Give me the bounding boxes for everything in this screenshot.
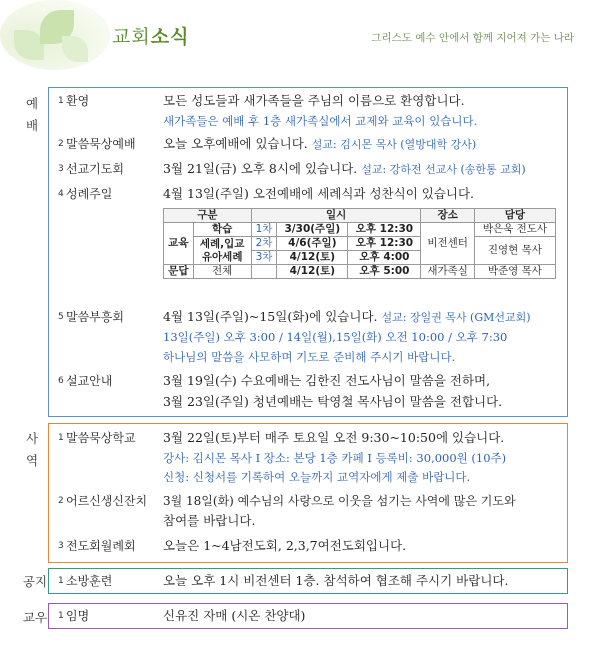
table-cell: 4/6(주일) [277, 237, 348, 251]
item-text: 3월 21일(금) 오후 8시에 있습니다. 설교: 강하전 선교사 (송한통 교회) [163, 161, 526, 176]
item-number: 2 [58, 139, 64, 149]
item-heading: 환영 [66, 94, 90, 108]
table-cell: 비전센터 [421, 223, 474, 265]
table-header: 일시 [251, 209, 421, 223]
item-number: 1 [58, 433, 64, 443]
table-cell: 진영현 목사 [474, 237, 555, 265]
table-cell: 오후 4:00 [348, 251, 421, 265]
item-heading: 전도회월례회 [66, 539, 136, 553]
item-text: 3월 22일(토)부터 매주 토요일 오전 9:30~10:50에 있습니다. [163, 430, 505, 445]
table-cell: 박은욱 전도사 [474, 223, 555, 237]
table-cell: 오후 12:30 [348, 223, 421, 237]
table-cell: 학습 [193, 223, 251, 237]
page-subtitle: 그리스도 예수 안에서 함께 지어져 가는 나라 [371, 32, 574, 44]
item-heading: 설교안내 [66, 374, 113, 388]
item-text: 4월 13일(주일) 오전예배에 세례식과 성찬식이 있습니다. [163, 186, 475, 201]
item-heading: 말씀묵상학교 [66, 431, 136, 445]
table-cell: 2차 [251, 237, 277, 251]
item-heading: 임명 [66, 609, 90, 623]
item-text: 하나님의 말씀을 사모하며 기도로 준비해 주시기 바랍니다. [163, 350, 456, 364]
table-cell: 교육 [164, 223, 194, 265]
table-cell [251, 265, 277, 279]
item-text: 오늘은 1~4남전도회, 2,3,7여전도회입니다. [163, 538, 407, 553]
table-cell: 3/30(주일) [277, 223, 348, 237]
item-text: 3월 18일(화) 예수님의 사랑으로 이웃을 섬기는 사역에 많은 기도와 [163, 494, 516, 508]
page-title: 교회소식 [112, 26, 190, 48]
item-text: 신청: 신청서를 기록하여 오늘까지 교역자에게 제출 바랍니다. [163, 470, 471, 484]
section-label-teacher: 교우 [22, 610, 48, 625]
item-number: 1 [58, 96, 64, 106]
item-number: 3 [58, 541, 64, 551]
item-number: 3 [58, 164, 64, 174]
table-cell: 세례,입교 유아세례 [193, 237, 251, 265]
item-heading: 성례주일 [66, 187, 113, 201]
item-number: 4 [58, 189, 64, 199]
item-text: 강사: 김시몬 목사 I 장소: 본당 1층 카페 I 등록비: 30,000원 (10주) [163, 451, 507, 465]
table-header: 장소 [421, 209, 474, 223]
header [0, 0, 594, 70]
teacher-box [48, 603, 568, 629]
item-text: 13일(주일) 오후 3:00 / 14일(월),15일(화) 오전 10:00 / 오후 7:30 [163, 330, 508, 344]
item-heading: 말씀부흥회 [66, 310, 124, 324]
table-cell: 오후 12:30 [348, 237, 421, 251]
item-number: 2 [58, 496, 64, 506]
item-number: 5 [58, 312, 64, 322]
section-label-notice: 공지 [22, 574, 48, 589]
item-text: 신유진 자매 (시온 찬양대) [163, 608, 306, 623]
item-heading: 어르신생신잔치 [66, 494, 148, 508]
item-number: 1 [58, 611, 64, 621]
table-cell: 4/12(토) [277, 251, 348, 265]
item-heading: 말씀묵상예배 [66, 137, 136, 151]
table-cell: 박준영 목사 [474, 265, 555, 279]
table-cell: 문답 [164, 265, 194, 279]
item-text: 3월 19일(수) 수요예배는 김한진 전도사님이 말씀을 전하며, [163, 373, 491, 388]
sacrament-schedule-table [163, 208, 556, 279]
item-text: 3월 23일(주일) 청년예배는 탁영철 목사님이 말씀을 전합니다. [163, 394, 503, 409]
item-heading: 소방훈련 [66, 574, 113, 588]
table-header: 담당 [474, 209, 555, 223]
table-header: 구분 [164, 209, 252, 223]
item-text: 오늘 오후 1시 비전센터 1층. 참석하여 협조해 주시기 바랍니다. [163, 573, 509, 588]
section-label-ministry: 사역 [25, 431, 39, 468]
item-number: 1 [58, 576, 64, 586]
item-text: 오늘 오후예배에 있습니다. 설교: 김시몬 목사 (열방대학 강사) [163, 136, 477, 151]
table-cell: 전체 [193, 265, 251, 279]
item-text: 4월 13일(주일)~15일(화)에 있습니다. 설교: 장일권 목사 (GM선교회) [163, 309, 531, 324]
item-text: 새가족들은 예배 후 1층 새가족실에서 교제와 교육이 있습니다. [163, 114, 478, 128]
item-heading: 선교기도회 [66, 162, 124, 176]
table-cell: 1차 [251, 223, 277, 237]
table-cell: 오후 5:00 [348, 265, 421, 279]
item-text: 모든 성도들과 새가족들을 주님의 이름으로 환영합니다. [163, 93, 465, 108]
table-cell: 3차 [251, 251, 277, 265]
item-number: 6 [58, 376, 64, 386]
item-text: 참여를 바랍니다. [163, 513, 256, 528]
section-label-worship: 예배 [25, 96, 39, 133]
table-cell: 새가족실 [421, 265, 474, 279]
table-cell: 4/12(토) [277, 265, 348, 279]
